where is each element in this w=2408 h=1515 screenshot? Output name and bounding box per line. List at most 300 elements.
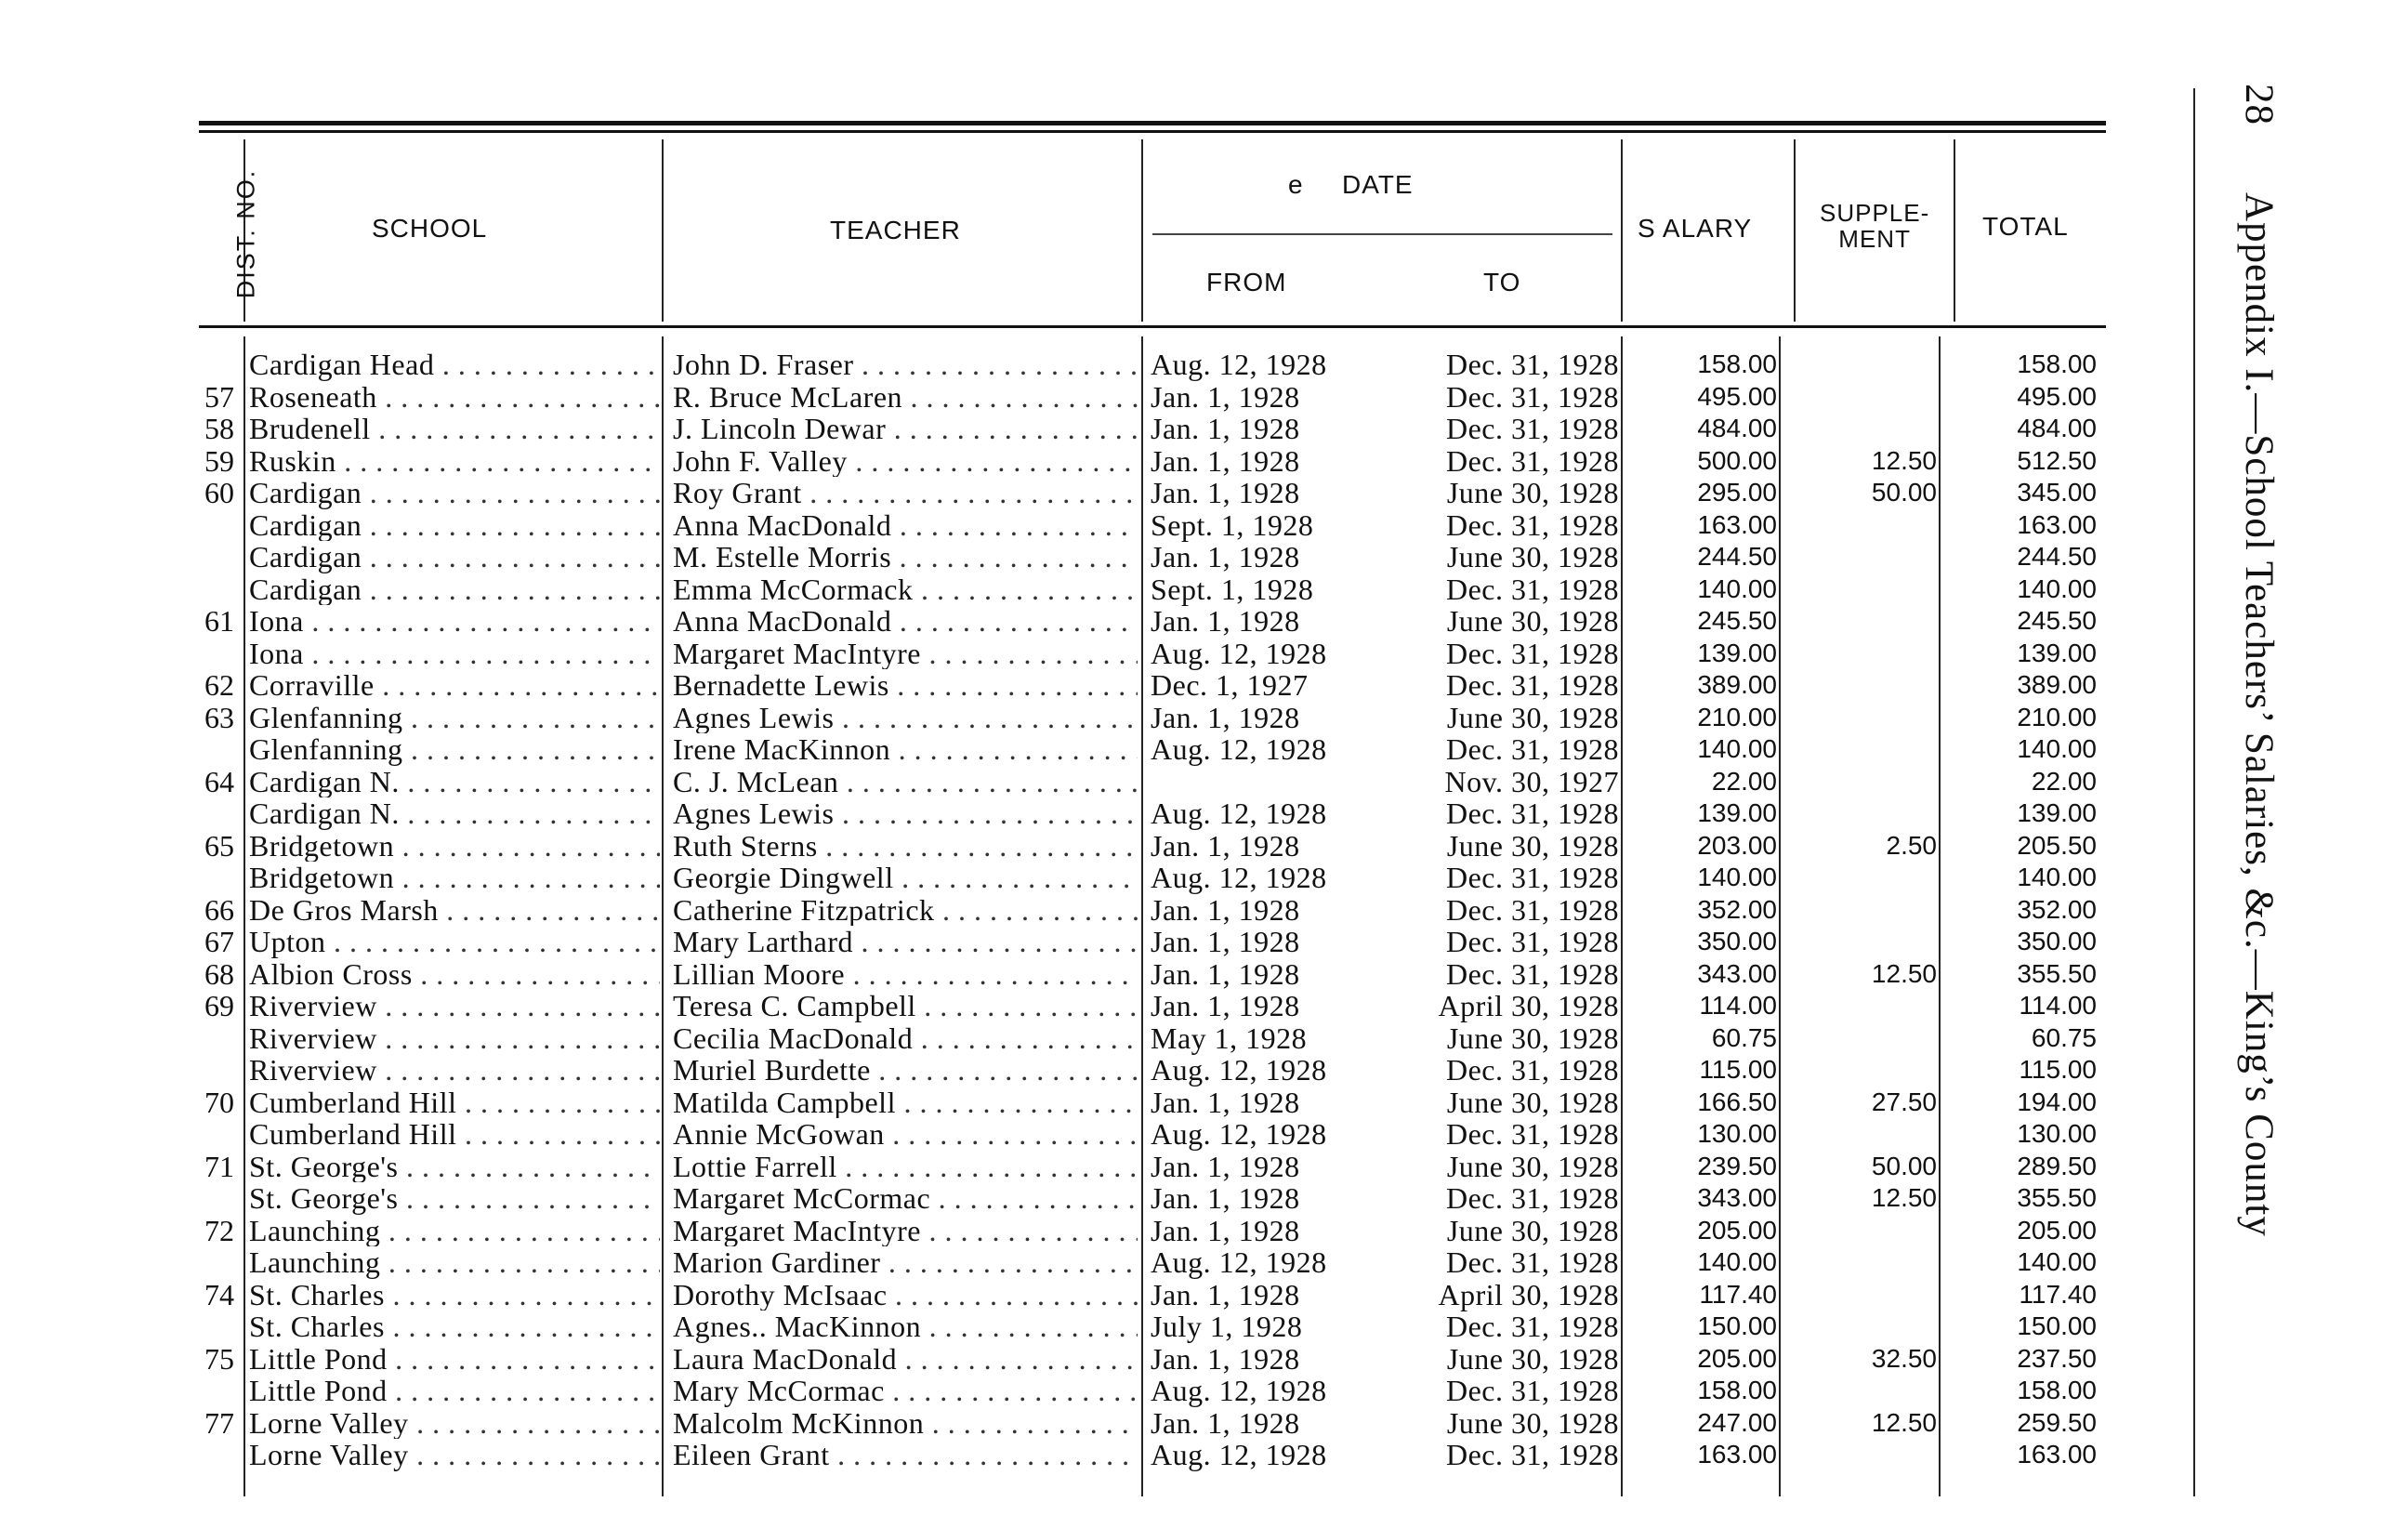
table-row (0, 1118, 2408, 1151)
leader-dots (399, 1182, 661, 1215)
header-dist-no: DIST. NO. (231, 168, 260, 299)
leader-dots (834, 702, 1138, 734)
table-row (0, 894, 2408, 927)
header-date: DATE (1342, 170, 1414, 199)
leader-dots (456, 1087, 660, 1119)
leader-dots (853, 926, 1138, 958)
leader-dots (818, 830, 1138, 863)
supplement-cell (1872, 958, 1937, 991)
date-from-cell (1151, 1246, 1327, 1279)
total-cell (2017, 638, 2097, 670)
school-cell-text: St. Charles (249, 1311, 385, 1343)
leader-dots (916, 990, 1138, 1022)
leader-dots (896, 1087, 1138, 1119)
salary-cell-text: 60.75 (1711, 1022, 1777, 1052)
date-to-cell-text: Dec. 31, 1928 (1445, 443, 1619, 478)
leader-dots (375, 669, 660, 702)
supplement-cell (1872, 1151, 1937, 1183)
teacher-cell-text: Muriel Burdette (673, 1054, 871, 1087)
date-from-cell-text: Jan. 1, 1928 (1151, 892, 1300, 927)
school-cell-text: Little Pond (249, 1342, 388, 1375)
date-to-cell-text: Dec. 31, 1928 (1445, 732, 1619, 766)
teacher-cell (673, 862, 1138, 894)
salary-cell (1697, 1118, 1777, 1151)
leader-dots (371, 413, 660, 445)
total-cell (2017, 573, 2097, 606)
date-from-cell (1151, 990, 1300, 1022)
dist-no-cell (204, 1343, 234, 1376)
date-to-cell (1446, 958, 1619, 991)
date-to-cell (1446, 1439, 1619, 1471)
salary-cell (1697, 1407, 1777, 1440)
total-cell-text: 140.00 (2017, 863, 2097, 891)
dist-no-cell (204, 1279, 234, 1311)
dist-no-cell (204, 990, 234, 1022)
date-to-cell-text: Dec. 31, 1928 (1445, 507, 1619, 542)
teacher-cell-text: Margaret MacIntyre (673, 1214, 921, 1246)
total-cell (2017, 702, 2097, 734)
salary-cell-text: 350.00 (1697, 927, 1777, 955)
school-cell-text: Lorne Valley (249, 1406, 409, 1439)
header-divider (662, 139, 664, 322)
total-cell (2017, 349, 2097, 381)
school-cell-text: St. George's (249, 1150, 399, 1182)
salary-cell-text: 500.00 (1697, 445, 1777, 475)
header-divider (1954, 139, 1955, 322)
salary-cell (1712, 1022, 1777, 1055)
dist-no-cell (204, 477, 234, 509)
total-cell (2017, 1151, 2097, 1183)
header-to: TO (1483, 268, 1521, 296)
salary-cell-text: 140.00 (1697, 573, 1777, 603)
date-from-cell-text: Aug. 12, 1928 (1151, 636, 1327, 670)
date-from-cell-text: Jan. 1, 1928 (1151, 1341, 1300, 1376)
teacher-cell (673, 605, 1138, 638)
leader-dots (400, 766, 660, 798)
total-cell-text: 140.00 (2017, 734, 2097, 763)
date-to-cell-text: Dec. 31, 1928 (1445, 1181, 1619, 1215)
school-cell (249, 638, 660, 670)
leader-dots (304, 638, 660, 670)
dist-no-cell (204, 1087, 234, 1119)
school-cell (249, 894, 660, 927)
date-to-cell (1447, 830, 1619, 863)
salary-cell (1697, 477, 1777, 509)
leader-dots (886, 413, 1138, 445)
date-to-cell-text: Dec. 31, 1928 (1445, 636, 1619, 670)
total-cell (2019, 990, 2097, 1022)
date-from-cell (1151, 862, 1327, 894)
date-from-cell (1151, 1087, 1300, 1119)
teacher-cell-text: Cecilia MacDonald (673, 1021, 914, 1054)
date-from-cell-text: Jan. 1, 1928 (1151, 989, 1300, 1022)
date-from-cell (1151, 1118, 1327, 1151)
salary-cell (1697, 1375, 1777, 1407)
school-cell (249, 1087, 660, 1119)
date-from-cell (1151, 605, 1300, 638)
salary-cell (1697, 958, 1777, 991)
date-to-cell-text: Dec. 31, 1928 (1445, 379, 1619, 414)
salary-cell (1697, 733, 1777, 766)
date-from-cell-text: Aug. 12, 1928 (1151, 1245, 1327, 1279)
leader-dots (377, 990, 660, 1022)
dist-no-cell (204, 669, 234, 702)
date-to-cell-text: Dec. 31, 1928 (1445, 668, 1619, 702)
total-cell-text: 194.00 (2017, 1087, 2097, 1116)
teacher-cell (673, 1022, 1138, 1055)
leader-dots (362, 541, 660, 573)
date-from-cell (1151, 541, 1300, 573)
date-to-cell-text: June 30, 1928 (1446, 1021, 1619, 1055)
date-to-cell-text: Dec. 31, 1928 (1445, 1374, 1619, 1407)
salary-cell (1697, 797, 1777, 830)
date-from-cell-text: July 1, 1928 (1151, 1310, 1303, 1343)
dist-no-cell (204, 605, 234, 638)
top-rule-thin (199, 130, 2106, 133)
total-cell-text: 355.50 (2017, 958, 2097, 988)
teacher-cell (673, 477, 1138, 509)
school-cell-text: Cumberland Hill (249, 1086, 457, 1118)
table-row (0, 990, 2408, 1022)
school-cell-text: Cardigan N. (249, 797, 400, 830)
date-to-cell (1446, 445, 1619, 478)
salary-cell-text: 210.00 (1697, 702, 1777, 731)
salary-cell-text: 163.00 (1697, 509, 1777, 539)
leader-dots (434, 349, 660, 381)
total-cell (2017, 1343, 2097, 1376)
table-row (0, 702, 2408, 734)
dist-no-cell (204, 445, 234, 478)
supplement-cell-text: 12.50 (1871, 958, 1937, 988)
header-teacher: TEACHER (830, 216, 961, 244)
dist-no-cell-text: 64 (204, 764, 234, 798)
total-cell-text: 114.00 (2019, 991, 2097, 1020)
date-to-cell-text: Dec. 31, 1928 (1445, 861, 1619, 894)
date-to-cell (1446, 926, 1619, 958)
total-cell (2017, 1375, 2097, 1407)
leader-dots (891, 605, 1138, 638)
date-from-cell-text: Jan. 1, 1928 (1151, 828, 1300, 863)
date-from-cell (1151, 669, 1309, 702)
leader-dots (913, 573, 1138, 606)
date-from-cell-text: Jan. 1, 1928 (1151, 604, 1300, 638)
header-supplement: SUPPLE- MENT (1820, 199, 1930, 253)
total-cell-text: 350.00 (2017, 927, 2097, 955)
dist-no-cell (204, 1151, 234, 1183)
dist-no-cell-text: 61 (204, 604, 234, 638)
teacher-cell (673, 990, 1138, 1022)
school-cell-text: Bridgetown (249, 829, 395, 862)
table-row (0, 1054, 2408, 1087)
school-cell (249, 509, 660, 542)
teacher-cell-text: Catherine Fitzpatrick (673, 893, 935, 926)
date-to-cell (1446, 862, 1619, 894)
supplement-cell (1872, 1087, 1937, 1119)
school-cell (249, 1022, 660, 1055)
salary-cell (1699, 1279, 1777, 1311)
leader-dots (921, 1311, 1138, 1343)
date-from-cell-text: Aug. 12, 1928 (1151, 1374, 1327, 1407)
supplement-cell-text: 2.50 (1886, 830, 1937, 860)
date-from-cell-text: Jan. 1, 1928 (1151, 700, 1300, 734)
school-cell (249, 1215, 660, 1247)
salary-cell-text: 484.00 (1697, 414, 1777, 442)
date-from-cell (1151, 1439, 1327, 1471)
leader-dots (889, 669, 1138, 702)
top-rule (199, 121, 2106, 125)
date-from-cell (1151, 958, 1300, 991)
date-to-cell-text: Dec. 31, 1928 (1445, 348, 1619, 381)
total-cell (2017, 509, 2097, 542)
date-to-cell (1447, 1151, 1619, 1183)
leader-dots (326, 926, 661, 958)
school-cell (249, 733, 660, 766)
supplement-cell-text: 32.50 (1871, 1343, 1937, 1373)
teacher-cell-text: Emma McCormack (673, 573, 914, 605)
date-to-cell-text: June 30, 1928 (1446, 1213, 1619, 1247)
teacher-cell-text: C. J. McLean (673, 765, 839, 797)
salary-cell-text: 205.00 (1697, 1343, 1777, 1373)
total-cell (2017, 894, 2097, 927)
salary-cell (1697, 1182, 1777, 1215)
teacher-cell-text: Margaret McCormac (673, 1182, 931, 1215)
salary-cell-text: 495.00 (1697, 381, 1777, 411)
leader-dots (902, 381, 1138, 414)
total-cell-text: 140.00 (2017, 1247, 2097, 1276)
school-cell-text: Riverview (249, 990, 377, 1022)
supplement-cell (1887, 830, 1938, 863)
total-cell (2017, 445, 2097, 478)
teacher-cell-text: Lottie Farrell (673, 1150, 837, 1182)
dist-no-cell-text: 65 (204, 828, 234, 863)
dist-no-cell-text: 70 (204, 1085, 234, 1119)
teacher-cell (673, 1215, 1138, 1247)
date-from-cell-text: Aug. 12, 1928 (1151, 732, 1327, 766)
leader-dots (400, 797, 660, 830)
dist-no-cell-text: 63 (204, 700, 234, 734)
salary-cell-text: 114.00 (1699, 991, 1777, 1020)
school-cell-text: Launching (249, 1214, 381, 1246)
table-row (0, 1375, 2408, 1407)
date-to-cell-text: June 30, 1928 (1446, 604, 1619, 638)
salary-cell-text: 130.00 (1697, 1119, 1777, 1148)
date-to-cell-text: June 30, 1928 (1446, 540, 1619, 573)
total-cell (2017, 605, 2097, 638)
leader-dots (854, 349, 1138, 381)
school-cell (249, 573, 660, 606)
leader-dots (456, 1118, 660, 1151)
date-to-cell (1446, 509, 1619, 542)
total-cell (2017, 1311, 2097, 1343)
school-cell-text: Cardigan (249, 573, 362, 605)
total-cell-text: 345.00 (2017, 478, 2097, 507)
school-cell-text: Albion Cross (249, 957, 413, 990)
dist-no-cell (204, 766, 234, 798)
total-cell-text: 117.40 (2019, 1279, 2097, 1309)
teacher-cell (673, 413, 1138, 445)
total-cell-text: 245.50 (2017, 606, 2097, 635)
total-cell-text: 22.00 (2031, 766, 2097, 796)
date-to-cell (1447, 1407, 1619, 1440)
leader-dots (362, 509, 660, 542)
salary-cell (1699, 990, 1777, 1022)
school-cell-text: Iona (249, 605, 304, 638)
total-cell (2017, 1246, 2097, 1279)
date-to-cell (1446, 669, 1619, 702)
table-row (0, 541, 2408, 573)
school-cell (249, 605, 660, 638)
supplement-cell (1872, 1407, 1937, 1440)
salary-cell (1697, 1087, 1777, 1119)
date-from-cell-text: Jan. 1, 1928 (1151, 443, 1300, 478)
school-cell-text: Ruskin (249, 444, 336, 477)
date-from-cell-text: Jan. 1, 1928 (1151, 379, 1300, 414)
table-row (0, 1151, 2408, 1183)
school-cell (249, 669, 660, 702)
salary-cell-text: 140.00 (1697, 734, 1777, 763)
date-from-cell (1151, 1343, 1300, 1376)
teacher-cell (673, 669, 1138, 702)
date-split-rule (1152, 233, 1612, 235)
date-to-cell-text: June 30, 1928 (1446, 1085, 1619, 1119)
salary-cell (1697, 1246, 1777, 1279)
header-total: TOTAL (1982, 212, 2069, 241)
date-from-cell-text: Jan. 1, 1928 (1151, 925, 1300, 958)
salary-cell (1699, 1054, 1777, 1087)
teacher-cell (673, 1407, 1138, 1440)
school-cell-text: St. Charles (249, 1278, 385, 1311)
date-to-cell-text: Dec. 31, 1928 (1445, 892, 1619, 927)
teacher-cell (673, 1439, 1138, 1471)
date-from-cell (1151, 702, 1300, 734)
total-cell-text: 210.00 (2017, 702, 2097, 731)
table-row (0, 733, 2408, 766)
date-to-cell (1447, 1215, 1619, 1247)
teacher-cell (673, 1054, 1138, 1087)
running-head-title: Appendix I.—School Teachers’ Salaries, &c.—King’s County (2237, 192, 2281, 1237)
teacher-cell-text: J. Lincoln Dewar (673, 413, 887, 445)
salary-cell (1697, 1343, 1777, 1376)
table-row (0, 797, 2408, 830)
total-cell-text: 389.00 (2017, 670, 2097, 699)
dist-no-cell (204, 413, 234, 445)
total-cell-text: 150.00 (2017, 1311, 2097, 1340)
date-from-cell-text: Jan. 1, 1928 (1151, 1277, 1300, 1311)
salary-cell-text: 139.00 (1697, 638, 1777, 667)
supplement-cell-text: 50.00 (1871, 478, 1937, 507)
table-row (0, 830, 2408, 863)
table-row (0, 413, 2408, 445)
header-bottom-rule (199, 325, 2106, 328)
date-to-cell (1446, 573, 1619, 606)
leader-dots (838, 766, 1138, 798)
teacher-cell-text: R. Bruce McLaren (673, 380, 903, 413)
date-to-cell-text: June 30, 1928 (1446, 1405, 1619, 1440)
date-to-cell (1446, 381, 1619, 414)
table-row (0, 638, 2408, 670)
salary-cell (1697, 573, 1777, 606)
dist-no-cell-text: 71 (204, 1149, 234, 1183)
salary-cell-text: 140.00 (1697, 863, 1777, 891)
date-from-cell (1151, 445, 1300, 478)
total-cell (2032, 1022, 2097, 1055)
salary-cell-text: 22.00 (1711, 766, 1777, 796)
school-cell-text: Lorne Valley (249, 1439, 409, 1471)
salary-cell (1697, 1439, 1777, 1471)
dist-no-cell (204, 1407, 234, 1440)
total-cell (2017, 669, 2097, 702)
leader-dots (439, 894, 660, 927)
salary-cell-text: 343.00 (1697, 958, 1777, 988)
salary-cell-text: 352.00 (1697, 894, 1777, 924)
salary-cell-text: 245.50 (1697, 606, 1777, 635)
date-to-cell-text: Dec. 31, 1928 (1445, 1438, 1619, 1471)
teacher-cell-text: Irene MacKinnon (673, 733, 891, 766)
salary-cell (1712, 766, 1777, 798)
school-cell-text: Glenfanning (249, 733, 403, 766)
school-cell-text: Launching (249, 1246, 381, 1279)
date-to-cell-text: Dec. 31, 1928 (1445, 956, 1619, 991)
leader-dots (924, 1407, 1138, 1440)
leader-dots (894, 862, 1138, 894)
leader-dots (385, 1279, 660, 1311)
date-from-cell-text: Jan. 1, 1928 (1151, 476, 1300, 509)
salary-cell-text: 140.00 (1697, 1247, 1777, 1276)
salary-cell-text: 115.00 (1699, 1055, 1777, 1084)
table-row (0, 509, 2408, 542)
total-cell (2017, 381, 2097, 414)
table-row (0, 381, 2408, 414)
date-from-cell (1151, 1215, 1300, 1247)
leader-dots (880, 1246, 1138, 1279)
date-from-cell-text: Aug. 12, 1928 (1151, 1438, 1327, 1471)
teacher-cell-text: John F. Valley (673, 444, 848, 477)
date-from-cell (1151, 1151, 1300, 1183)
dist-no-cell (204, 1215, 234, 1247)
dist-no-cell (204, 702, 234, 734)
leader-dots (388, 1375, 660, 1407)
date-to-cell-text: June 30, 1928 (1446, 828, 1619, 863)
teacher-cell (673, 926, 1138, 958)
date-from-cell (1151, 1054, 1327, 1087)
date-from-cell-text: Aug. 12, 1928 (1151, 348, 1327, 381)
total-cell (2017, 862, 2097, 894)
total-cell (2017, 797, 2097, 830)
salary-cell (1697, 638, 1777, 670)
total-cell-text: 163.00 (2017, 1440, 2097, 1469)
salary-cell (1697, 702, 1777, 734)
date-to-cell (1447, 1343, 1619, 1376)
total-cell (2032, 766, 2097, 798)
leader-dots (385, 1311, 660, 1343)
school-cell (249, 349, 660, 381)
date-to-cell-text: June 30, 1928 (1446, 476, 1619, 509)
total-cell-text: 495.00 (2017, 381, 2097, 411)
school-cell-text: St. George's (249, 1182, 399, 1215)
supplement-cell-text: 27.50 (1871, 1087, 1937, 1116)
teacher-cell-text: Ruth Sterns (673, 829, 818, 862)
school-cell (249, 926, 660, 958)
date-to-cell-text: April 30, 1928 (1438, 989, 1619, 1022)
table-row (0, 1087, 2408, 1119)
date-from-cell-text: Dec. 1, 1927 (1151, 668, 1309, 702)
salary-table-body (0, 349, 2408, 1471)
total-cell (2017, 1407, 2097, 1440)
leader-dots (891, 541, 1138, 573)
date-to-cell (1446, 894, 1619, 927)
date-from-cell-text: Jan. 1, 1928 (1151, 1405, 1300, 1440)
dist-no-cell-text: 58 (204, 412, 234, 445)
